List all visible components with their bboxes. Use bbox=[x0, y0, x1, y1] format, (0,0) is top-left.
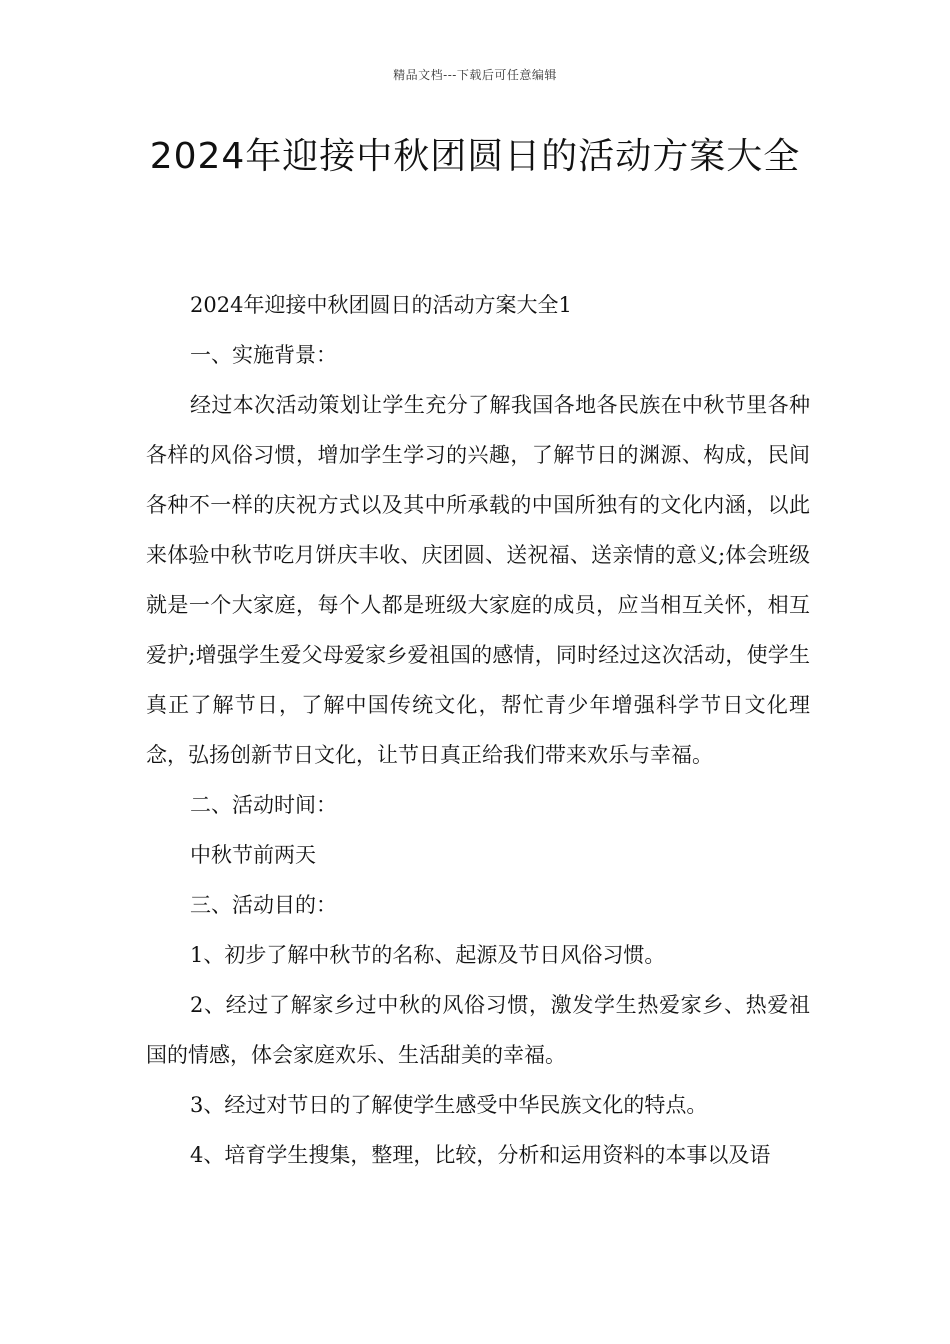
section-heading-plan: 2024年迎接中秋团圆日的活动方案大全1 bbox=[190, 293, 572, 317]
document-title: 2024年迎接中秋团圆日的活动方案大全 bbox=[149, 136, 801, 177]
purpose-item-4: 4、培育学生搜集，整理，比较，分析和运用资料的本事以及语 bbox=[190, 1143, 771, 1167]
document-body bbox=[146, 280, 810, 1180]
section-heading-purpose: 三、活动目的： bbox=[190, 893, 337, 917]
section-heading-background: 一、实施背景： bbox=[190, 343, 337, 367]
section-heading-time: 二、活动时间： bbox=[190, 793, 337, 817]
purpose-item-3: 3、经过对节日的了解使学生感受中华民族文化的特点。 bbox=[190, 1093, 708, 1117]
purpose-item-1: 1、初步了解中秋节的名称、起源及节日风俗习惯。 bbox=[190, 943, 666, 967]
paragraph-background: 经过本次活动策划让学生充分了解我国各地各民族在中秋节里各种各样的风俗习惯，增加学生学习的兴趣，了解节日的渊源、构成，民间各种不一样的庆祝方式以及其中所承载的中国所独有的文化内涵，以此来体验中秋节吃月饼庆丰收、庆团圆、送祝福、送亲情的意义;体会班级就是一个大家庭，每个人都是班级大家庭的成员，应当相互关怀，相互爱护;增强学生爱父母爱家乡爱祖国的感情，同时经过这次活动，使学生真正了解节日，了解中国传统文化，帮忙青少年增强科学节日文化理念，弘扬创新节日文化，让节日真正给我们带来欢乐与幸福。 bbox=[146, 393, 810, 767]
paragraph-time: 中秋节前两天 bbox=[190, 843, 316, 867]
purpose-item-2: 2、经过了解家乡过中秋的风俗习惯，激发学生热爱家乡、热爱祖国的情感，体会家庭欢乐、生活甜美的幸福。 bbox=[146, 993, 810, 1067]
header-note: 精品文档---下载后可任意编辑 bbox=[393, 68, 557, 82]
